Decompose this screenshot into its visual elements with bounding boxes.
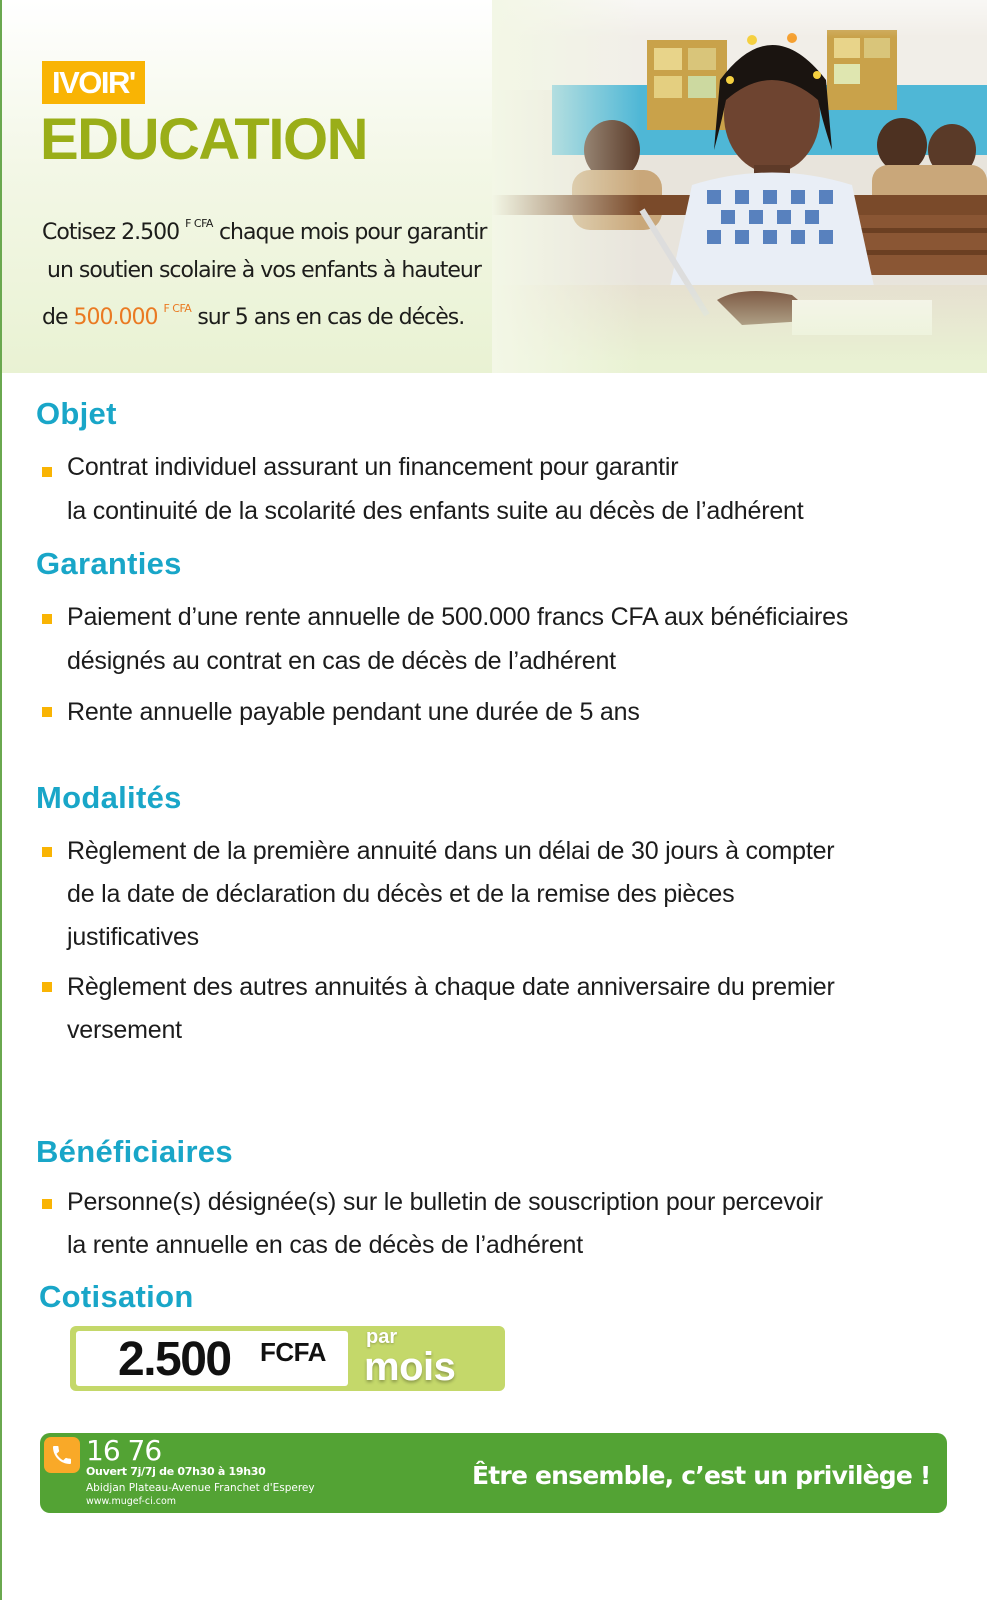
bullet-icon	[42, 467, 52, 477]
cotisation-amount-panel	[76, 1331, 348, 1386]
photo-fade-overlay	[492, 0, 987, 373]
hero-tagline	[42, 205, 562, 337]
modalites-item-1-line-2: de la date de déclaration du décès et de la remise des pièces	[67, 880, 735, 908]
tagline-text: sur 5 ans en cas de décès.	[197, 305, 465, 330]
tagline-text: de	[42, 305, 68, 330]
phone-number[interactable]: 16 76	[86, 1434, 162, 1467]
bullet-icon	[42, 707, 52, 717]
beneficiaires-item-1-line-2: la rente annuelle en cas de décès de l’adhérent	[67, 1231, 583, 1259]
modalites-item-2-line-2: versement	[67, 1016, 182, 1044]
section-title-garanties: Garanties	[36, 546, 182, 581]
section-title-modalites: Modalités	[36, 780, 182, 815]
cotisation-period: mois	[364, 1345, 456, 1389]
modalites-item-1-line-1: Règlement de la première annuité dans un délai de 30 jours à compter	[67, 837, 835, 865]
tagline-line-1	[42, 205, 562, 252]
section-title-cotisation: Cotisation	[39, 1279, 194, 1314]
bullet-icon	[42, 847, 52, 857]
objet-item-1-line-2: la continuité de la scolarité des enfants suite au décès de l’adhérent	[67, 497, 804, 525]
garanties-item-2-line-1: Rente annuelle payable pendant une durée de 5 ans	[67, 698, 640, 726]
cotisation-period-prefix: par	[366, 1326, 398, 1348]
garanties-item-1-line-2: désignés au contrat en cas de décès de l’adhérent	[67, 647, 616, 675]
garanties-item-1-line-1: Paiement d’une rente annuelle de 500.000 francs CFA aux bénéficiaires	[67, 603, 849, 631]
objet-item-1-line-1: Contrat individuel assurant un financement pour garantir	[67, 453, 679, 481]
tagline-highlight-amount: 500.000	[73, 305, 158, 330]
section-title-beneficiaires: Bénéficiaires	[36, 1134, 233, 1169]
slogan: Être ensemble, c’est un privilège !	[472, 1461, 931, 1490]
modalites-item-1-line-3: justificatives	[67, 923, 199, 951]
tagline-line-2: un soutien scolaire à vos enfants à hauteur	[47, 258, 481, 283]
address: Abidjan Plateau-Avenue Franchet d'Esperey	[86, 1482, 315, 1494]
beneficiaires-item-1-line-1: Personne(s) désignée(s) sur le bulletin de souscription pour percevoir	[67, 1188, 823, 1216]
brand-badge: IVOIR'	[42, 61, 145, 104]
bullet-icon	[42, 1199, 52, 1209]
phone-icon	[44, 1437, 80, 1473]
tagline-currency: F CFA	[163, 302, 192, 315]
tagline-line-3	[42, 290, 562, 337]
cotisation-currency: FCFA	[260, 1337, 326, 1367]
tagline-text: chaque mois pour garantir	[218, 220, 487, 245]
tagline-currency: F CFA	[185, 217, 213, 230]
cotisation-amount: 2.500	[118, 1333, 231, 1386]
footer-banner	[40, 1433, 947, 1513]
cotisation-price-box	[70, 1326, 505, 1391]
bullet-icon	[42, 982, 52, 992]
section-title-objet: Objet	[36, 396, 117, 431]
hero-banner	[2, 0, 987, 373]
website-link[interactable]: www.mugef-ci.com	[86, 1496, 177, 1507]
bullet-icon	[42, 614, 52, 624]
opening-hours: Ouvert 7j/7j de 07h30 à 19h30	[86, 1465, 266, 1478]
tagline-amount: Cotisez 2.500	[42, 220, 180, 245]
modalites-item-2-line-1: Règlement des autres annuités à chaque date anniversaire du premier	[67, 973, 835, 1001]
brand-title: EDUCATION	[40, 107, 367, 172]
